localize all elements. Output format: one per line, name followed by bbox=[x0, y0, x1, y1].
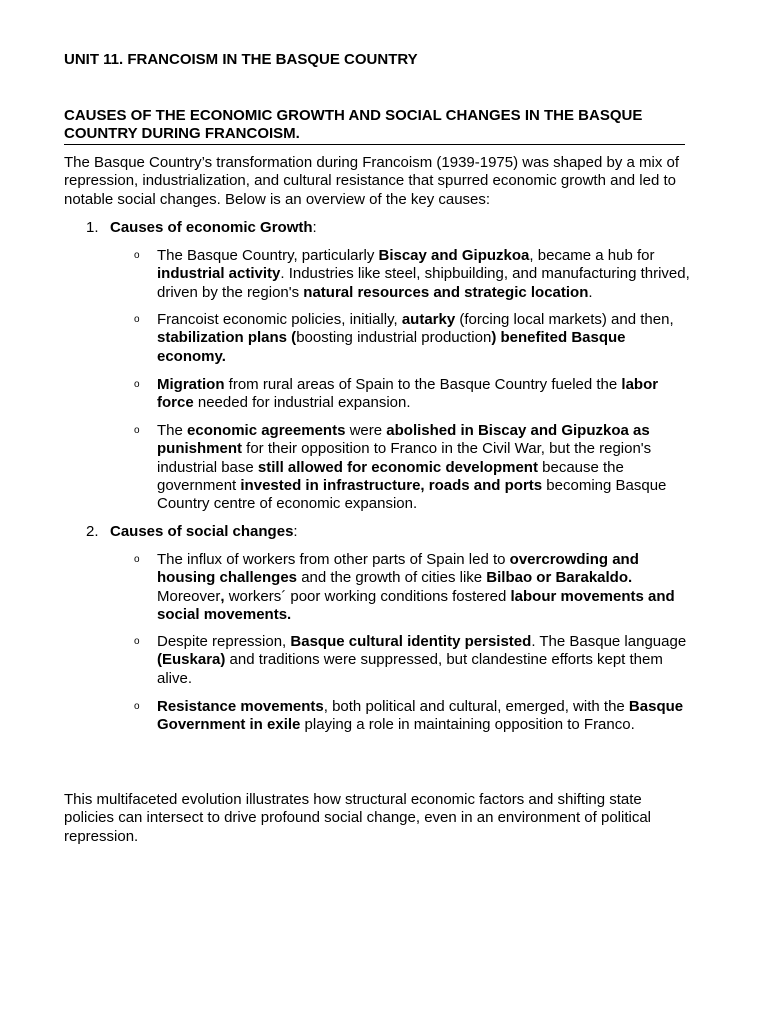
bold-run: economic agreements bbox=[187, 422, 346, 439]
bullet-item bbox=[134, 551, 694, 624]
bold-run: invested in infrastructure, roads and ports bbox=[240, 476, 543, 494]
bold-run: autarky bbox=[401, 311, 456, 328]
text-run: becoming Basque Country centre of economic expansion. bbox=[157, 476, 667, 513]
bold-run: labour movements and social movements. bbox=[157, 587, 675, 623]
bold-run: Resistance movements bbox=[157, 698, 324, 715]
bold-run: still allowed for economic development bbox=[257, 458, 538, 476]
bullet-text bbox=[157, 698, 694, 735]
text-run: Francoist economic policies, initially, bbox=[157, 311, 402, 328]
bullet-text bbox=[157, 247, 694, 302]
intro-paragraph: The Basque Country’s transformation during Francoism (1939-1975) was shaped by a mix of repression, industrialization, and cultural resistance that spurred economic growth and led to notable social changes. Below is an overview of the key causes: bbox=[64, 154, 680, 208]
bullet-text bbox=[157, 422, 694, 513]
item-number: 2. bbox=[86, 523, 99, 540]
text-run: workers´ poor working conditions fostered bbox=[224, 587, 511, 605]
text-run: . bbox=[588, 283, 593, 301]
unit-title: UNIT 11. FRANCOISM IN THE BASQUE COUNTRY bbox=[64, 51, 418, 68]
bold-run: labor force bbox=[157, 376, 659, 412]
bullet-item bbox=[134, 633, 694, 688]
item-heading bbox=[110, 219, 317, 237]
bullet-text bbox=[157, 633, 694, 688]
text-run: were bbox=[345, 422, 387, 439]
text-run: (forcing local markets) and then, bbox=[455, 311, 674, 328]
bullet-text bbox=[157, 551, 694, 624]
item-heading bbox=[110, 523, 298, 541]
text-run: for their opposition to Franco in the Civil War, but the region's industrial base bbox=[157, 440, 652, 476]
bullet-item bbox=[134, 311, 694, 366]
text-run: and traditions were suppressed, but clandestine efforts kept them alive. bbox=[157, 651, 663, 687]
bullet-item bbox=[134, 698, 694, 735]
text-run: because the government bbox=[157, 458, 624, 494]
item-number: 1. bbox=[86, 219, 99, 236]
item-label: Causes of economic Growth bbox=[110, 219, 313, 236]
text-run: needed for industrial expansion. bbox=[193, 394, 411, 412]
text-run: , both political and cultural, emerged, with the bbox=[323, 698, 629, 715]
bullet-item bbox=[134, 247, 694, 302]
bullet-mark: o bbox=[134, 701, 140, 712]
text-run: Moreover bbox=[157, 587, 221, 605]
bold-run: overcrowding and housing challenges bbox=[157, 551, 639, 587]
bullet-text bbox=[157, 311, 694, 366]
bold-run: Migration bbox=[157, 376, 225, 393]
item-label: Causes of social changes bbox=[110, 523, 294, 540]
text-run: The Basque Country, particularly bbox=[157, 247, 379, 264]
bullet-mark: o bbox=[134, 379, 140, 390]
bullet-text bbox=[157, 376, 694, 413]
text-run: . The Basque language bbox=[531, 633, 687, 650]
bold-run: Basque cultural identity persisted bbox=[290, 633, 532, 650]
bold-run: (Euskara) bbox=[157, 651, 226, 669]
bold-run: Bilbao or Barakaldo. bbox=[486, 569, 633, 587]
bold-run: , bbox=[220, 587, 225, 605]
text-run: and the growth of cities like bbox=[297, 569, 487, 587]
bold-run: natural resources and strategic location bbox=[303, 283, 589, 301]
text-run: from rural areas of Spain to the Basque Country fueled the bbox=[224, 376, 622, 393]
bold-run: industrial activity bbox=[157, 265, 281, 283]
text-run: The bbox=[157, 422, 188, 439]
closing-paragraph: This multifaceted evolution illustrates how structural economic factors and shifting state policies can intersect to drive profound social change, even in an environment of political repression. bbox=[64, 791, 652, 845]
bold-run: Biscay and Gipuzkoa bbox=[378, 247, 530, 264]
bullet-item bbox=[134, 376, 694, 413]
bullet-mark: o bbox=[134, 636, 140, 647]
item-suffix: : bbox=[293, 523, 298, 540]
text-run: playing a role in maintaining opposition to Franco. bbox=[300, 716, 635, 734]
bullet-mark: o bbox=[134, 425, 140, 436]
text-run: , became a hub for bbox=[529, 247, 655, 264]
text-run: . Industries like steel, shipbuilding, and manufacturing thrived, driven by the region's bbox=[157, 265, 690, 301]
text-run: Despite repression, bbox=[157, 633, 291, 650]
bold-run: abolished in Biscay and Gipuzkoa as punishment bbox=[157, 422, 650, 458]
text-run: The influx of workers from other parts of Spain led to bbox=[157, 551, 510, 568]
bullet-mark: o bbox=[134, 250, 140, 261]
text-run: boosting industrial production bbox=[296, 329, 492, 347]
bullet-mark: o bbox=[134, 314, 140, 325]
bullet-mark: o bbox=[134, 554, 140, 565]
item-suffix: : bbox=[312, 219, 317, 236]
bold-run: ) benefited Basque economy. bbox=[157, 329, 626, 365]
bullet-item bbox=[134, 422, 694, 513]
bold-run: stabilization plans ( bbox=[157, 329, 297, 347]
section-heading: CAUSES OF THE ECONOMIC GROWTH AND SOCIAL CHANGES IN THE BASQUE COUNTRY DURING FRANCOISM. bbox=[64, 107, 685, 145]
bold-run: Basque Government in exile bbox=[157, 698, 684, 734]
